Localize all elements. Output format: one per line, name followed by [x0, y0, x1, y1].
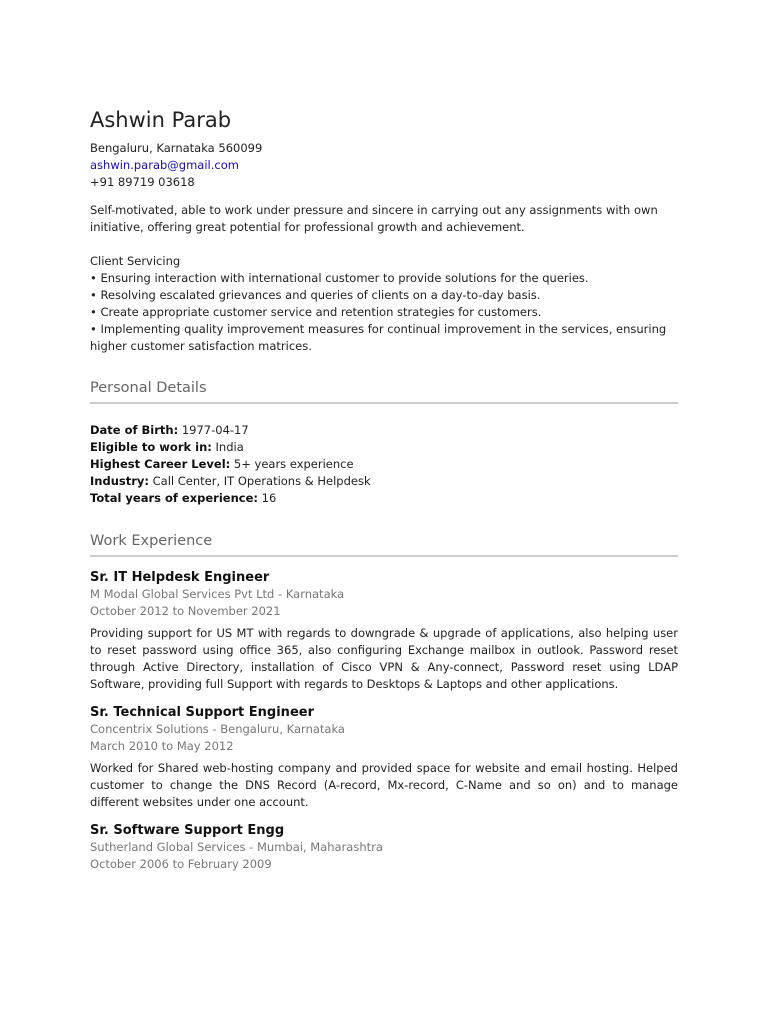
job-entry — [90, 569, 678, 693]
detail-label: Highest Career Level: — [90, 457, 231, 471]
detail-row-career-level — [90, 456, 371, 473]
contact-block — [90, 140, 262, 191]
job-company: Concentrix Solutions — [90, 722, 209, 736]
job-entry — [90, 704, 678, 811]
job-company-location — [90, 586, 678, 603]
job-company-location — [90, 721, 678, 738]
job-description: Providing support for US MT with regards to downgrade & upgrade of applications, also helping user to reset password using office 365, also configuring Exchange mailbox in outlook. Password reset through Active Directory, installation of Cisco VPN & Any-connect, Password reset using LDAP Software, providing full Support with regards to Desktops & Laptops and other applications. — [90, 626, 678, 691]
detail-row-dob — [90, 422, 371, 439]
summary-bullet: • Resolving escalated grievances and queries of clients on a day-to-day basis. — [90, 288, 541, 302]
section-title-work-experience: Work Experience — [90, 533, 678, 557]
address: Bengaluru, Karnataka 560099 — [90, 141, 263, 155]
job-title: Sr. IT Helpdesk Engineer — [90, 570, 270, 585]
job-location: Mumbai, Maharashtra — [256, 840, 383, 854]
job-dates: October 2012 to November 2021 — [90, 604, 281, 618]
detail-value: 1977-04-17 — [181, 423, 249, 437]
job-title: Sr. Technical Support Engineer — [90, 705, 314, 720]
job-entry — [90, 822, 678, 873]
job-separator: - — [245, 840, 257, 854]
summary-block — [90, 202, 678, 355]
phone-number: +91 89719 03618 — [90, 175, 195, 189]
detail-value: Call Center, IT Operations & Helpdesk — [152, 474, 371, 488]
job-title: Sr. Software Support Engg — [90, 823, 285, 838]
job-dates: October 2006 to February 2009 — [90, 857, 272, 871]
job-company-location — [90, 839, 678, 856]
summary-bullet: • Ensuring interaction with international customer to provide solutions for the queries. — [90, 271, 589, 285]
summary-intro: Self-motivated, able to work under pressure and sincere in carrying out any assignments with own initiative, offering great potential for professional growth and achievement. — [90, 203, 658, 234]
detail-value: India — [215, 440, 244, 454]
candidate-name: Ashwin Parab — [90, 108, 232, 132]
detail-label: Date of Birth: — [90, 423, 179, 437]
detail-label: Total years of experience: — [90, 491, 258, 505]
job-location: Bengaluru, Karnataka — [220, 722, 345, 736]
detail-row-industry — [90, 473, 371, 490]
detail-row-eligibility — [90, 439, 371, 456]
detail-label: Eligible to work in: — [90, 440, 212, 454]
job-separator: - — [274, 587, 286, 601]
job-location: Karnataka — [285, 587, 345, 601]
detail-row-experience-years — [90, 490, 371, 507]
job-separator: - — [208, 722, 221, 736]
job-company: M Modal Global Services Pvt Ltd — [90, 587, 275, 601]
job-description: Worked for Shared web-hosting company and provided space for website and email hosting. Helped customer to change the DNS Record (A-record, Mx-record, C-Name and so on) and to manage different websites under one account. — [90, 761, 678, 809]
summary-heading: Client Servicing — [90, 254, 181, 268]
summary-bullet: • Implementing quality improvement measures for continual improvement in the services, ensuring higher customer satisfaction matrices. — [90, 322, 667, 353]
personal-details-list — [90, 422, 371, 507]
summary-bullet: • Create appropriate customer service and retention strategies for customers. — [90, 305, 542, 319]
job-company: Sutherland Global Services — [90, 840, 246, 854]
detail-value: 5+ years experience — [233, 457, 354, 471]
job-dates: March 2010 to May 2012 — [90, 739, 234, 753]
section-title-personal-details: Personal Details — [90, 380, 678, 404]
email-link[interactable]: ashwin.parab@gmail.com — [90, 158, 239, 172]
detail-label: Industry: — [90, 474, 149, 488]
detail-value: 16 — [261, 491, 277, 505]
